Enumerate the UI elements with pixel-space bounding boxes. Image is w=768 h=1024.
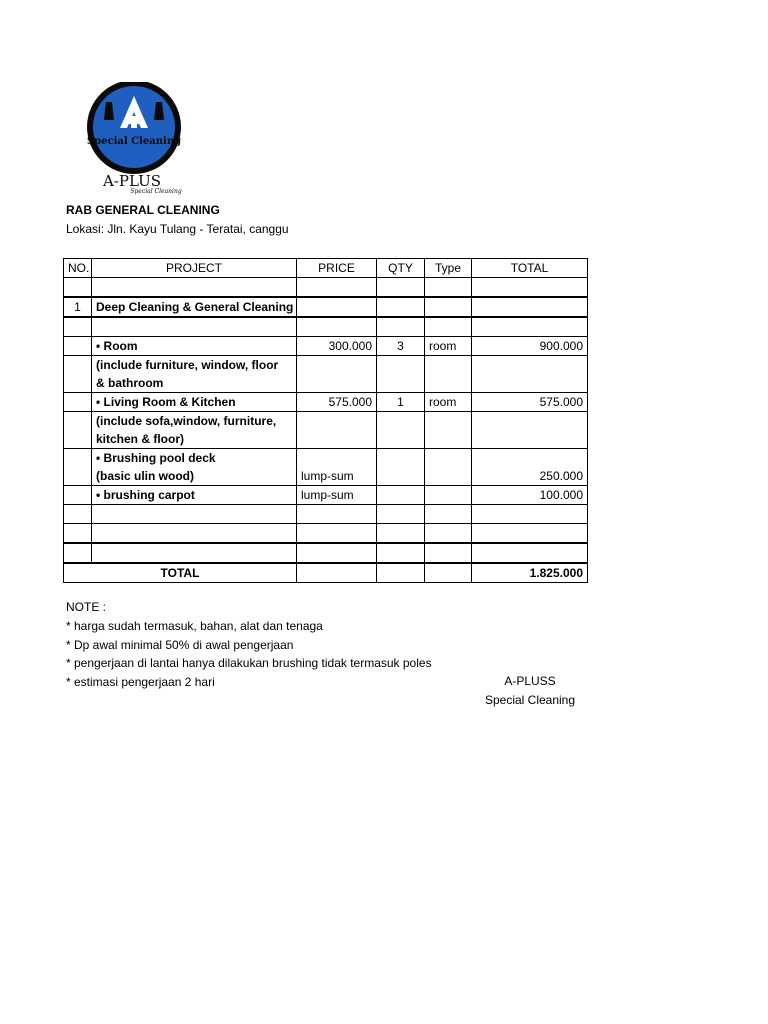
notes-section	[66, 598, 432, 692]
note-line: * harga sudah termasuk, bahan, alat dan tenaga	[66, 618, 323, 633]
item-type: room	[425, 393, 472, 412]
signature-block	[470, 672, 590, 710]
grand-total: 1.825.000	[472, 563, 588, 583]
header-type: Type	[425, 259, 472, 278]
item-row	[64, 486, 588, 505]
item-qty: 1	[377, 393, 425, 412]
item-name: • Living Room & Kitchen	[92, 393, 297, 412]
total-label: TOTAL	[64, 563, 297, 583]
total-row	[64, 563, 588, 583]
table-row	[64, 278, 588, 298]
item-desc-line: (include sofa,window, furniture,	[96, 414, 277, 428]
table-row	[64, 317, 588, 337]
item-desc-row	[64, 356, 588, 393]
item-price: 300.000	[297, 337, 377, 356]
location-line: Lokasi: Jln. Kayu Tulang - Teratai, canggu	[66, 222, 289, 236]
header-no: NO.	[64, 259, 92, 278]
item-desc-row	[64, 412, 588, 449]
company-logo	[84, 82, 186, 196]
item-desc-line: & bathroom	[96, 376, 164, 390]
item-price: lump-sum	[297, 486, 377, 505]
signature-title: Special Cleaning	[484, 692, 576, 707]
item-row	[64, 337, 588, 356]
item-name: • brushing carpot	[92, 486, 297, 505]
cost-table	[63, 258, 588, 583]
logo-ring-text: Special Cleaning	[86, 136, 182, 147]
item-desc-line: kitchen & floor)	[96, 432, 185, 446]
table-row	[64, 524, 588, 544]
signature-name: A-PLUSS	[504, 674, 556, 688]
item-desc-line: (basic ulin wood)	[96, 469, 194, 483]
document-title: RAB GENERAL CLEANING	[66, 203, 220, 217]
note-line: * estimasi pengerjaan 2 hari	[66, 675, 215, 690]
item-price: 575.000	[297, 393, 377, 412]
section-title: Deep Cleaning & General Cleaning	[92, 297, 297, 317]
item-total: 900.000	[472, 337, 588, 356]
item-price: lump-sum	[297, 449, 377, 486]
item-row	[64, 449, 588, 486]
section-row	[64, 297, 588, 317]
note-line: * Dp awal minimal 50% di awal pengerjaan	[66, 637, 294, 652]
item-total: 100.000	[472, 486, 588, 505]
item-qty: 3	[377, 337, 425, 356]
item-total: 575.000	[472, 393, 588, 412]
notes-heading: NOTE :	[66, 600, 107, 614]
table-row	[64, 543, 588, 563]
item-name-line: • Brushing pool deck	[96, 451, 216, 465]
item-total: 250.000	[472, 449, 588, 486]
header-qty: QTY	[377, 259, 425, 278]
item-name: • Room	[92, 337, 297, 356]
logo-wordmark: A-PLUS	[102, 172, 162, 190]
header-project: PROJECT	[92, 259, 297, 278]
section-number: 1	[64, 297, 92, 317]
logo-tagline: Special Cleaning	[130, 188, 182, 195]
table-row	[64, 505, 588, 524]
header-price: PRICE	[297, 259, 377, 278]
note-line: * pengerjaan di lantai hanya dilakukan brushing tidak termasuk poles	[66, 656, 432, 671]
item-name	[92, 449, 297, 486]
item-row	[64, 393, 588, 412]
item-description	[92, 356, 297, 393]
item-type: room	[425, 337, 472, 356]
item-desc-line: (include furniture, window, floor	[96, 358, 279, 372]
item-description	[92, 412, 297, 449]
table-header-row	[64, 259, 588, 278]
header-total: TOTAL	[472, 259, 588, 278]
